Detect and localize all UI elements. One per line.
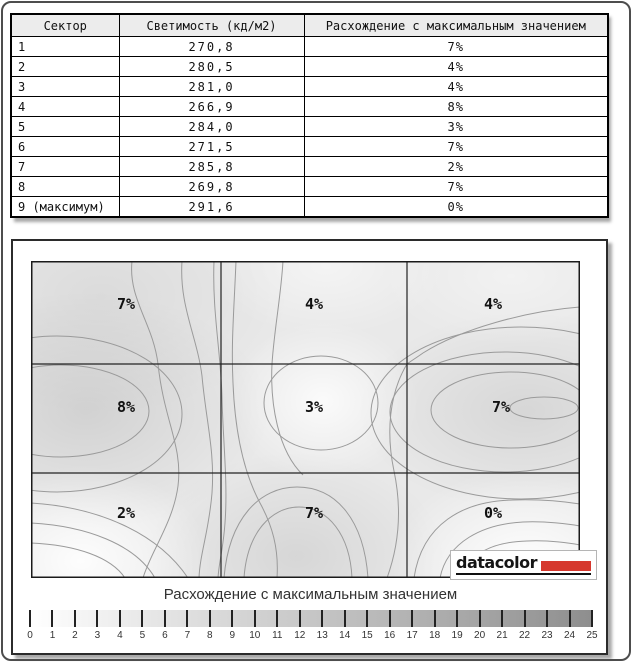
colorbar-tick-label: 0 [27, 630, 33, 641]
colorbar-tick [299, 610, 301, 627]
colorbar-tick-label: 22 [518, 630, 531, 641]
colorbar-tick-label: 6 [162, 630, 168, 641]
colorbar-tick [164, 610, 166, 627]
colorbar-tick [209, 610, 211, 627]
table-cell: 1 [11, 37, 119, 57]
colorbar-tick [434, 610, 436, 627]
colorbar-tick [119, 610, 121, 627]
table-cell: 4 [11, 97, 119, 117]
table-cell: 5 [11, 117, 119, 137]
colorbar-tick [186, 610, 188, 627]
colorbar-tick [389, 610, 391, 627]
table-cell: 280,5 [119, 57, 304, 77]
table-cell: 266,9 [119, 97, 304, 117]
sector-deviation-label: 0% [483, 504, 503, 522]
colorbar-tick-label: 2 [72, 630, 78, 641]
column-header: Расхождение с максимальным значением [304, 14, 608, 37]
table-cell: 271,5 [119, 137, 304, 157]
colorbar-tick-label: 8 [207, 630, 213, 641]
colorbar-tick [141, 610, 143, 627]
sector-deviation-label: 7% [116, 295, 136, 313]
colorbar-tick [456, 610, 458, 627]
sector-deviation-label: 4% [304, 295, 324, 313]
sector-deviation-label: 7% [491, 398, 511, 416]
table-cell: 7 [11, 157, 119, 177]
colorbar-tick-label: 17 [406, 630, 418, 641]
colorbar-tick-label: 21 [496, 630, 508, 641]
table-cell: 3% [304, 117, 608, 137]
table-header-row [11, 14, 608, 37]
colorbar-tick [366, 610, 368, 627]
table-row [11, 97, 608, 117]
table-row [11, 197, 608, 218]
table-cell: 6 [11, 137, 119, 157]
sector-deviation-label: 3% [304, 398, 324, 416]
colorbar-tick-label: 13 [316, 630, 328, 641]
colorbar-tick [51, 610, 53, 627]
colorbar-tick-label: 25 [586, 630, 598, 641]
deviation-colorbar [27, 610, 598, 641]
table-cell: 281,0 [119, 77, 304, 97]
table-cell: 285,8 [119, 157, 304, 177]
table-cell: 4% [304, 57, 608, 77]
colorbar-tick-label: 18 [429, 630, 441, 641]
colorbar-tick [74, 610, 76, 627]
colorbar-tick-label: 3 [94, 630, 101, 641]
colorbar-tick-label: 20 [474, 630, 486, 641]
table-cell: 7% [304, 37, 608, 57]
datacolor-logo [450, 550, 597, 580]
colorbar-tick [96, 610, 98, 627]
colorbar-tick [546, 610, 548, 627]
sector-deviation-label: 7% [304, 504, 324, 522]
colorbar-tick-label: 16 [384, 630, 396, 641]
column-header: Светимость (кд/м2) [119, 14, 304, 37]
colorbar-tick-label: 4 [117, 630, 123, 641]
colorbar-tick-label: 15 [361, 630, 373, 641]
table-cell: 284,0 [119, 117, 304, 137]
colorbar-tick-label: 7 [184, 630, 191, 641]
colorbar-tick-label: 5 [139, 630, 146, 641]
table-row [11, 37, 608, 57]
table-cell: 2 [11, 57, 119, 77]
colorbar-tick-label: 19 [451, 630, 463, 641]
colorbar-title: Расхождение с максимальным значением [163, 586, 458, 603]
table-cell: 0% [304, 197, 608, 218]
datacolor-logo-text: datacolor [456, 553, 538, 572]
colorbar-tick [231, 610, 233, 627]
table-cell: 7% [304, 137, 608, 157]
contour-map [31, 261, 580, 578]
table-cell: 269,8 [119, 177, 304, 197]
table-cell: 8 [11, 177, 119, 197]
uniformity-table [10, 13, 609, 218]
colorbar-tick [276, 610, 278, 627]
colorbar-tick [321, 610, 323, 627]
colorbar-tick [479, 610, 481, 627]
colorbar-tick [524, 610, 526, 627]
colorbar-tick [411, 610, 413, 627]
table-row [11, 137, 608, 157]
colorbar-tick [501, 610, 503, 627]
table-cell: 291,6 [119, 197, 304, 218]
colorbar-tick [254, 610, 256, 627]
column-header: Сектор [11, 14, 119, 37]
table-cell: 9 (максимум) [11, 197, 119, 218]
colorbar-tick-label: 1 [49, 630, 56, 641]
table-cell: 8% [304, 97, 608, 117]
table-row [11, 177, 608, 197]
colorbar-tick [591, 610, 593, 627]
table-cell: 2% [304, 157, 608, 177]
colorbar-tick-label: 23 [541, 630, 553, 641]
colorbar-tick [569, 610, 571, 627]
colorbar-tick-label: 10 [249, 630, 261, 641]
colorbar-tick [29, 610, 31, 627]
sector-table-wrapper [10, 13, 607, 218]
table-row [11, 57, 608, 77]
sector-deviation-label: 8% [116, 398, 136, 416]
colorbar-tick-label: 11 [272, 630, 283, 641]
datacolor-logo-red-bar [541, 561, 591, 571]
colorbar-tick-label: 24 [563, 630, 576, 641]
colorbar-tick-label: 12 [294, 630, 306, 641]
colorbar-tick-label: 14 [339, 630, 351, 641]
table-row [11, 157, 608, 177]
uniformity-map-panel [11, 239, 608, 655]
table-row [11, 77, 608, 97]
table-cell: 270,8 [119, 37, 304, 57]
sector-deviation-label: 4% [483, 295, 503, 313]
table-cell: 7% [304, 177, 608, 197]
colorbar-tick-label: 9 [229, 630, 236, 641]
table-cell: 3 [11, 77, 119, 97]
colorbar-tick [344, 610, 346, 627]
table-row [11, 117, 608, 137]
sector-deviation-label: 2% [116, 504, 136, 522]
table-cell: 4% [304, 77, 608, 97]
